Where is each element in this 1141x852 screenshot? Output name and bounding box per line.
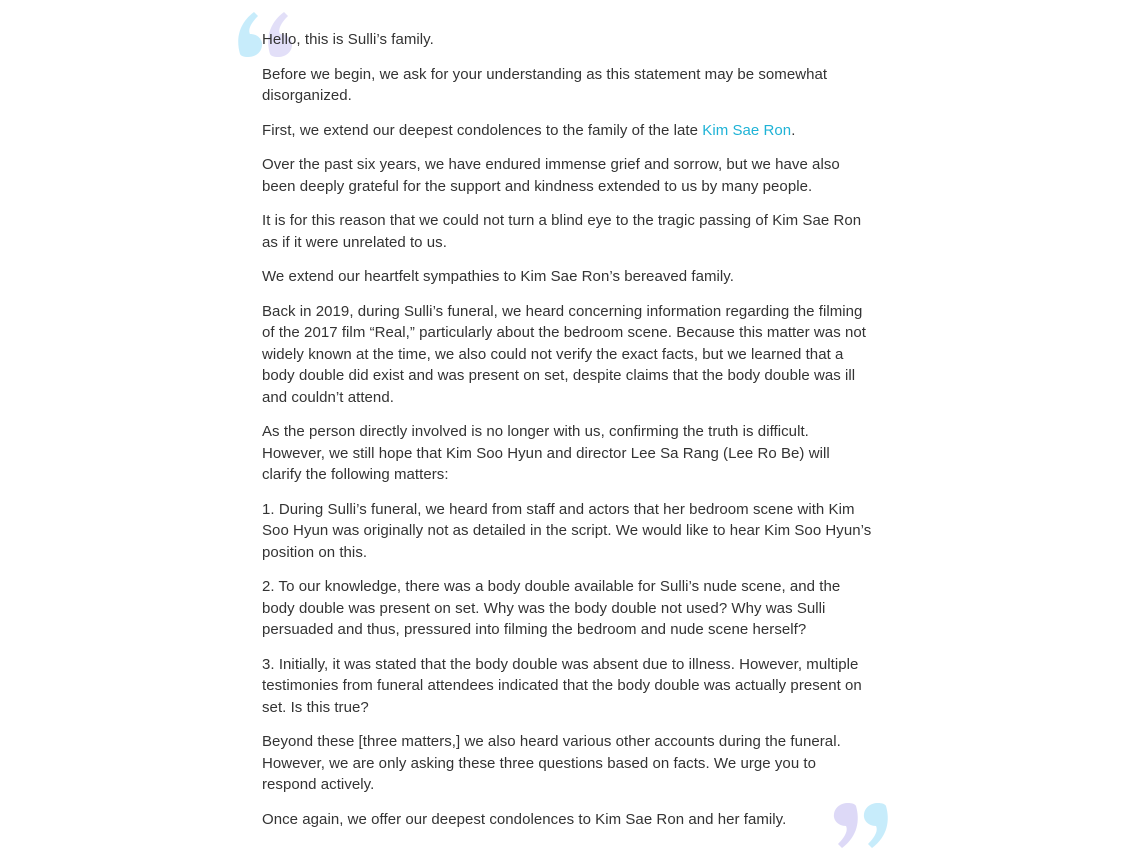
question-2: 2. To our knowledge, there was a body double available for Sulli’s nude scene, and the body double was present on set. Why was the body double not used? Why was Sulli persuaded and thus, pressured into filming the bedroom and nude scene herself? xyxy=(262,578,841,638)
statement-blockquote xyxy=(262,29,872,843)
condolences-end: . xyxy=(791,121,796,139)
paragraph-request: As the person directly involved is no longer with us, confirming the truth is difficult. However, we still hope that Kim Soo Hyun and director Lee Sa Rang (Lee Ro Be) will clarify the following matters: xyxy=(262,423,830,483)
question-1: 1. During Sulli’s funeral, we heard from staff and actors that her bedroom scene with Kim Soo Hyun was originally not as detailed in the script. We would like to hear Kim Soo Hyun’s position on this. xyxy=(262,500,872,561)
condolences-text: First, we extend our deepest condolences to the family of the late xyxy=(262,121,703,139)
kim-sae-ron-link[interactable]: Kim Sae Ron xyxy=(702,121,792,139)
paragraph-reason: It is for this reason that we could not turn a blind eye to the tragic passing of Kim Sae Ron as if it were unrelated to us. xyxy=(262,212,862,251)
paragraph-grief: Over the past six years, we have endured immense grief and sorrow, but we have also been deeply grateful for the support and kindness extended to us by many people. xyxy=(262,156,840,195)
paragraph-sympathies: We extend our heartfelt sympathies to Kim Sae Ron’s bereaved family. xyxy=(262,268,734,285)
paragraph-final: Once again, we offer our deepest condolences to Kim Sae Ron and her family. xyxy=(262,810,787,828)
paragraph-background: Back in 2019, during Sulli’s funeral, we heard concerning information regarding the filming of the 2017 film “Real,” particularly about the bedroom scene. Because this matter was not widely known at the time, we also could not verify the exact facts, but we learned that a body double did exist and was present on set, despite claims that the body double was ill and couldn’t attend. xyxy=(262,302,866,406)
paragraph-condolences xyxy=(262,120,872,142)
greeting: Hello, this is Sulli’s family. xyxy=(262,31,434,48)
paragraph-intro: Before we begin, we ask for your understanding as this statement may be somewhat disorganized. xyxy=(262,65,828,104)
question-3: 3. Initially, it was stated that the body double was absent due to illness. However, multiple testimonies from funeral attendees indicated that the body double was actually present on set. Is this true? xyxy=(262,655,862,716)
paragraph-closing-request: Beyond these [three matters,] we also heard various other accounts during the funeral. However, we are only asking these three questions based on facts. We urge you to respond actively. xyxy=(262,733,841,793)
